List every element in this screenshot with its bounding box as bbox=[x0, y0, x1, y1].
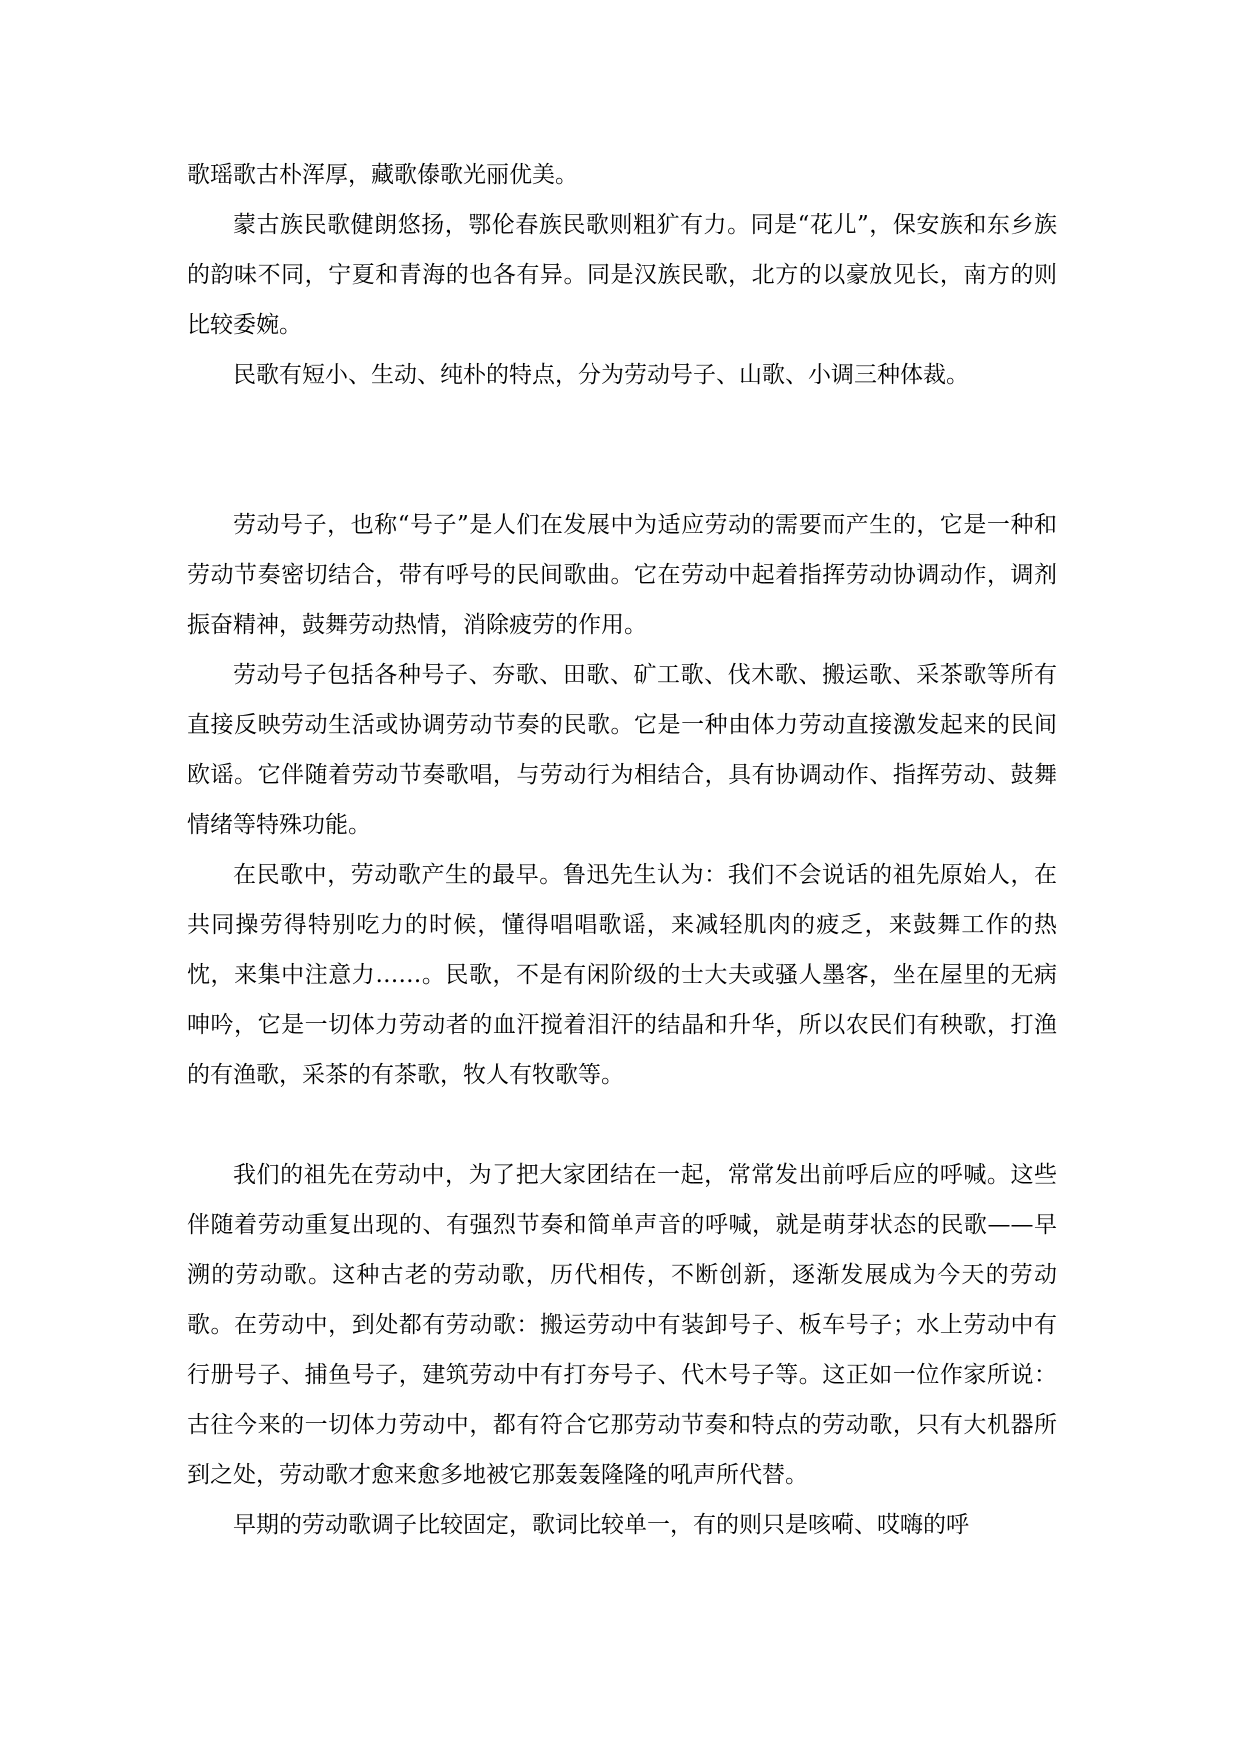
section-gap bbox=[187, 1100, 1057, 1150]
document-body bbox=[187, 150, 1057, 1550]
paragraph-6: 在民歌中，劳动歌产生的最早。鲁迅先生认为：我们不会说话的祖先原始人，在共同操劳得特别吃力的时候，懂得唱唱歌谣，来减轻肌肉的疲乏，来鼓舞工作的热忱，来集中注意力……。民歌，不是有闲阶级的士大夫或骚人墨客，坐在屋里的无病呻吟，它是一切体力劳动者的血汗搅着泪汗的结晶和升华，所以农民们有秧歌，打渔的有渔歌，采茶的有茶歌，牧人有牧歌等。 bbox=[187, 862, 1057, 1088]
paragraph-4: 劳动号子，也称“号子”是人们在发展中为适应劳动的需要而产生的，它是一种和劳动节奏密切结合，带有呼号的民间歌曲。它在劳动中起着指挥劳动协调动作，调剂振奋精神，鼓舞劳动热情，消除疲劳的作用。 bbox=[187, 512, 1057, 638]
paragraph-1: 歌瑶歌古朴浑厚，藏歌傣歌光丽优美。 bbox=[187, 162, 578, 188]
paragraph-7: 我们的祖先在劳动中，为了把大家团结在一起，常常发出前呼后应的呼喊。这些伴随着劳动重复出现的、有强烈节奏和简单声音的呼喊，就是萌芽状态的民歌——早溯的劳动歌。这种古老的劳动歌，历代相传，不断创新，逐渐发展成为今天的劳动歌。在劳动中，到处都有劳动歌：搬运劳动中有装卸号子、板车号子；水上劳动中有行册号子、捕鱼号子，建筑劳动中有打夯号子、代木号子等。这正如一位作家所说：古往今来的一切体力劳动中，都有符合它那劳动节奏和特点的劳动歌，只有大机器所到之处，劳动歌才愈来愈多地被它那轰轰隆隆的吼声所代替。 bbox=[187, 1162, 1057, 1488]
paragraph-5: 劳动号子包括各种号子、夯歌、田歌、矿工歌、伐木歌、搬运歌、采茶歌等所有直接反映劳动生活或协调劳动节奏的民歌。它是一种由体力劳动直接激发起来的民间欧谣。它伴随着劳动节奏歌唱，与劳动行为相结合，具有协调动作、指挥劳动、鼓舞情绪等特殊功能。 bbox=[187, 662, 1057, 838]
section-gap bbox=[187, 400, 1057, 500]
paragraph-3: 民歌有短小、生动、纯朴的特点，分为劳动号子、山歌、小调三种体裁。 bbox=[233, 362, 969, 388]
paragraph-2: 蒙古族民歌健朗悠扬，鄂伦春族民歌则粗犷有力。同是“花儿”，保安族和东乡族的韵味不同，宁夏和青海的也各有异。同是汉族民歌，北方的以豪放见长，南方的则比较委婉。 bbox=[187, 212, 1057, 338]
paragraph-8: 早期的劳动歌调子比较固定，歌词比较单一，有的则只是咳嗬、哎嗨的呼 bbox=[233, 1512, 969, 1538]
